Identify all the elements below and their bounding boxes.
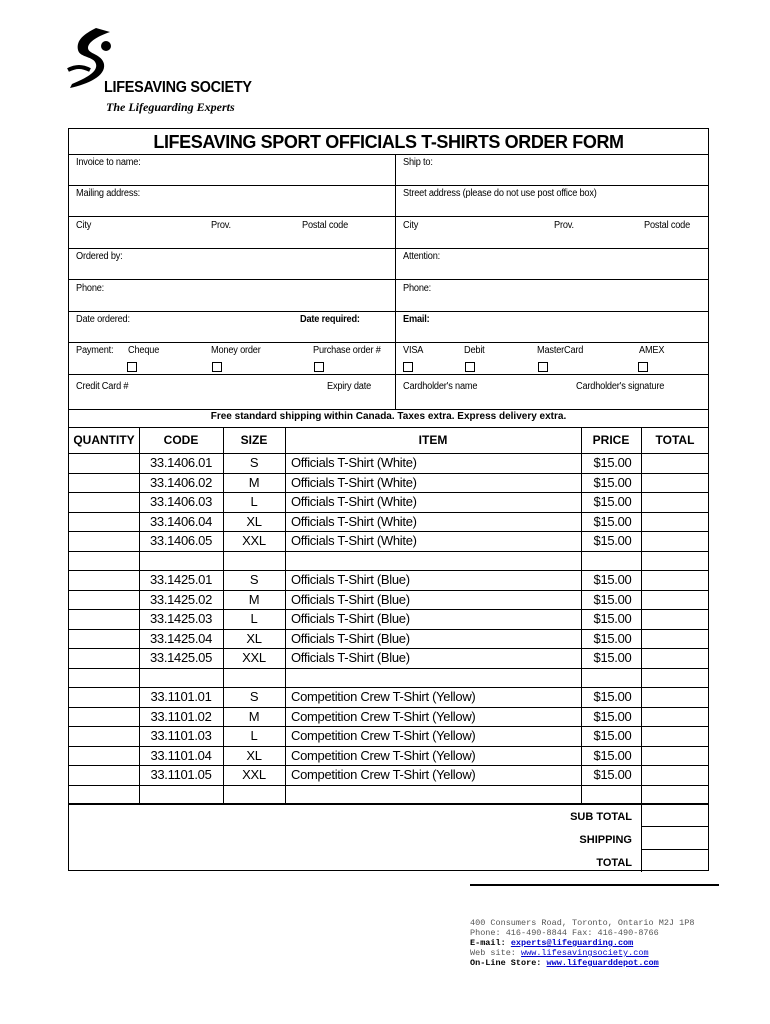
quantity-header: QUANTITY [73, 433, 135, 447]
footer-store-label: On-Line Store: [470, 958, 542, 968]
product-code: 33.1406.01 [149, 455, 213, 470]
product-size: XL [246, 630, 262, 646]
product-item: Officials T-Shirt (Blue) [291, 630, 410, 646]
footer-web-link[interactable]: www.lifesavingsociety.com [521, 948, 649, 958]
product-price: $15.00 [593, 747, 632, 763]
product-code: 33.1101.02 [150, 708, 212, 724]
product-size: XXL [242, 533, 266, 548]
billing-prov-label: Prov. [211, 220, 231, 231]
mastercard-checkbox[interactable] [538, 362, 548, 372]
product-code: 33.1101.01 [150, 689, 212, 704]
date-ordered-label: Date ordered: [76, 314, 130, 325]
product-price: $15.00 [593, 689, 632, 704]
expiry-date-label: Expiry date [327, 381, 372, 392]
product-item: Competition Crew T-Shirt (Yellow) [291, 747, 476, 763]
product-code: 33.1101.04 [150, 747, 212, 763]
ordered-by-label: Ordered by: [76, 251, 123, 262]
sub-total-label: SUB TOTAL [570, 811, 632, 823]
product-price: $15.00 [593, 630, 632, 646]
footer-email-link[interactable]: experts@lifeguarding.com [510, 938, 634, 948]
product-price: $15.00 [593, 455, 632, 470]
attention-label: Attention: [403, 251, 441, 262]
product-code: 33.1425.01 [149, 572, 213, 587]
footer-address: 400 Consumers Road, Toronto, Ontario M2J 1P8 [470, 918, 695, 928]
product-size: M [248, 591, 260, 607]
total-label: TOTAL [596, 857, 632, 869]
footer-store-line [470, 958, 659, 968]
billing-phone-label: Phone: [76, 283, 105, 294]
product-price: $15.00 [593, 728, 632, 743]
cheque-checkbox[interactable] [127, 362, 137, 372]
product-item: Officials T-Shirt (Blue) [291, 572, 410, 587]
mailing-address-label: Mailing address: [76, 188, 141, 199]
footer-web-line [470, 948, 649, 958]
product-size: S [249, 689, 259, 704]
product-item: Officials T-Shirt (White) [291, 533, 417, 548]
product-code: 33.1406.05 [149, 533, 213, 548]
purchase-order-checkbox[interactable] [314, 362, 324, 372]
product-size: S [249, 455, 259, 470]
product-size: M [248, 474, 260, 490]
purchase-order-label: Purchase order # [313, 345, 381, 356]
cardholder-name-label: Cardholder's name [403, 381, 478, 392]
product-code: 33.1101.05 [150, 767, 212, 782]
product-item: Officials T-Shirt (White) [291, 494, 417, 509]
product-size: XL [246, 513, 262, 529]
product-item: Officials T-Shirt (Blue) [291, 650, 410, 665]
logo-name: LIFESAVING SOCIETY [104, 79, 252, 96]
product-item: Officials T-Shirt (White) [291, 513, 417, 529]
footer-store-link[interactable]: www.lifeguarddepot.com [546, 958, 659, 968]
product-item: Competition Crew T-Shirt (Yellow) [291, 767, 476, 782]
product-code: 33.1425.02 [149, 591, 213, 607]
product-price: $15.00 [593, 591, 632, 607]
product-code: 33.1406.04 [149, 513, 213, 529]
visa-label: VISA [403, 345, 424, 356]
footer-email-label: E-mail: [470, 938, 506, 948]
product-price: $15.00 [593, 708, 632, 724]
shipping-city-label: City [403, 220, 419, 231]
product-price: $15.00 [593, 572, 632, 587]
payment-label: Payment: [76, 345, 114, 356]
product-item: Competition Crew T-Shirt (Yellow) [291, 689, 476, 704]
product-size: L [250, 494, 258, 509]
money-order-checkbox[interactable] [212, 362, 222, 372]
product-item: Officials T-Shirt (White) [291, 455, 417, 470]
product-code: 33.1425.05 [149, 650, 213, 665]
amex-label: AMEX [639, 345, 665, 356]
form-title: LIFESAVING SPORT OFFICIALS T-SHIRTS ORDER FORM [69, 129, 708, 155]
amex-checkbox[interactable] [638, 362, 648, 372]
billing-city-label: City [76, 220, 92, 231]
product-size: L [250, 611, 258, 626]
product-item: Competition Crew T-Shirt (Yellow) [291, 708, 476, 724]
credit-card-label: Credit Card # [76, 381, 129, 392]
cardholder-signature-label: Cardholder's signature [576, 381, 665, 392]
billing-postal-code-label: Postal code [302, 220, 349, 231]
code-header: CODE [163, 433, 199, 447]
invoice-to-name-label: Invoice to name: [76, 157, 141, 168]
product-size: XXL [242, 767, 266, 782]
footer-phone: Phone: 416-490-8844 Fax: 416-490-8766 [470, 928, 659, 938]
product-price: $15.00 [593, 650, 632, 665]
product-code: 33.1101.03 [150, 728, 212, 743]
product-price: $15.00 [593, 767, 632, 782]
shipping-postal-code-label: Postal code [644, 220, 691, 231]
street-address-label: Street address (please do not use post office box) [403, 188, 597, 199]
money-order-label: Money order [211, 345, 261, 356]
price-header: PRICE [592, 433, 630, 447]
shipping-note: Free standard shipping within Canada. Taxes extra. Express delivery extra. [210, 411, 567, 422]
cheque-label: Cheque [128, 345, 160, 356]
product-item: Officials T-Shirt (Blue) [291, 611, 410, 626]
product-code: 33.1425.03 [149, 611, 213, 626]
product-item: Competition Crew T-Shirt (Yellow) [291, 728, 476, 743]
mastercard-label: MasterCard [537, 345, 584, 356]
product-item: Officials T-Shirt (White) [291, 474, 417, 490]
item-header: ITEM [418, 433, 448, 447]
product-item: Officials T-Shirt (Blue) [291, 591, 410, 607]
shipping-phone-label: Phone: [403, 283, 432, 294]
lifesaving-society-logo [66, 26, 266, 122]
product-price: $15.00 [593, 533, 632, 548]
product-size: L [250, 728, 258, 743]
debit-label: Debit [464, 345, 485, 356]
footer-email-line [470, 938, 633, 948]
footer-web-label: Web site: [470, 948, 516, 958]
product-price: $15.00 [593, 474, 632, 490]
total-header: TOTAL [655, 433, 695, 447]
visa-checkbox[interactable] [403, 362, 413, 372]
debit-checkbox[interactable] [465, 362, 475, 372]
order-form [68, 128, 709, 871]
ship-to-label: Ship to: [403, 157, 433, 168]
product-price: $15.00 [593, 611, 632, 626]
shipping-label: SHIPPING [579, 834, 632, 846]
product-size: S [249, 572, 259, 587]
product-price: $15.00 [593, 513, 632, 529]
product-code: 33.1406.02 [149, 474, 213, 490]
shipping-prov-label: Prov. [554, 220, 574, 231]
logo-tagline: The Lifeguarding Experts [106, 100, 235, 114]
product-size: M [248, 708, 260, 724]
email-label: Email: [403, 314, 430, 325]
product-code: 33.1406.03 [149, 494, 213, 509]
size-header: SIZE [240, 433, 268, 447]
product-size: XXL [242, 650, 266, 665]
product-price: $15.00 [593, 494, 632, 509]
product-size: XL [246, 747, 262, 763]
product-code: 33.1425.04 [149, 630, 213, 646]
date-required-label: Date required: [300, 314, 360, 325]
